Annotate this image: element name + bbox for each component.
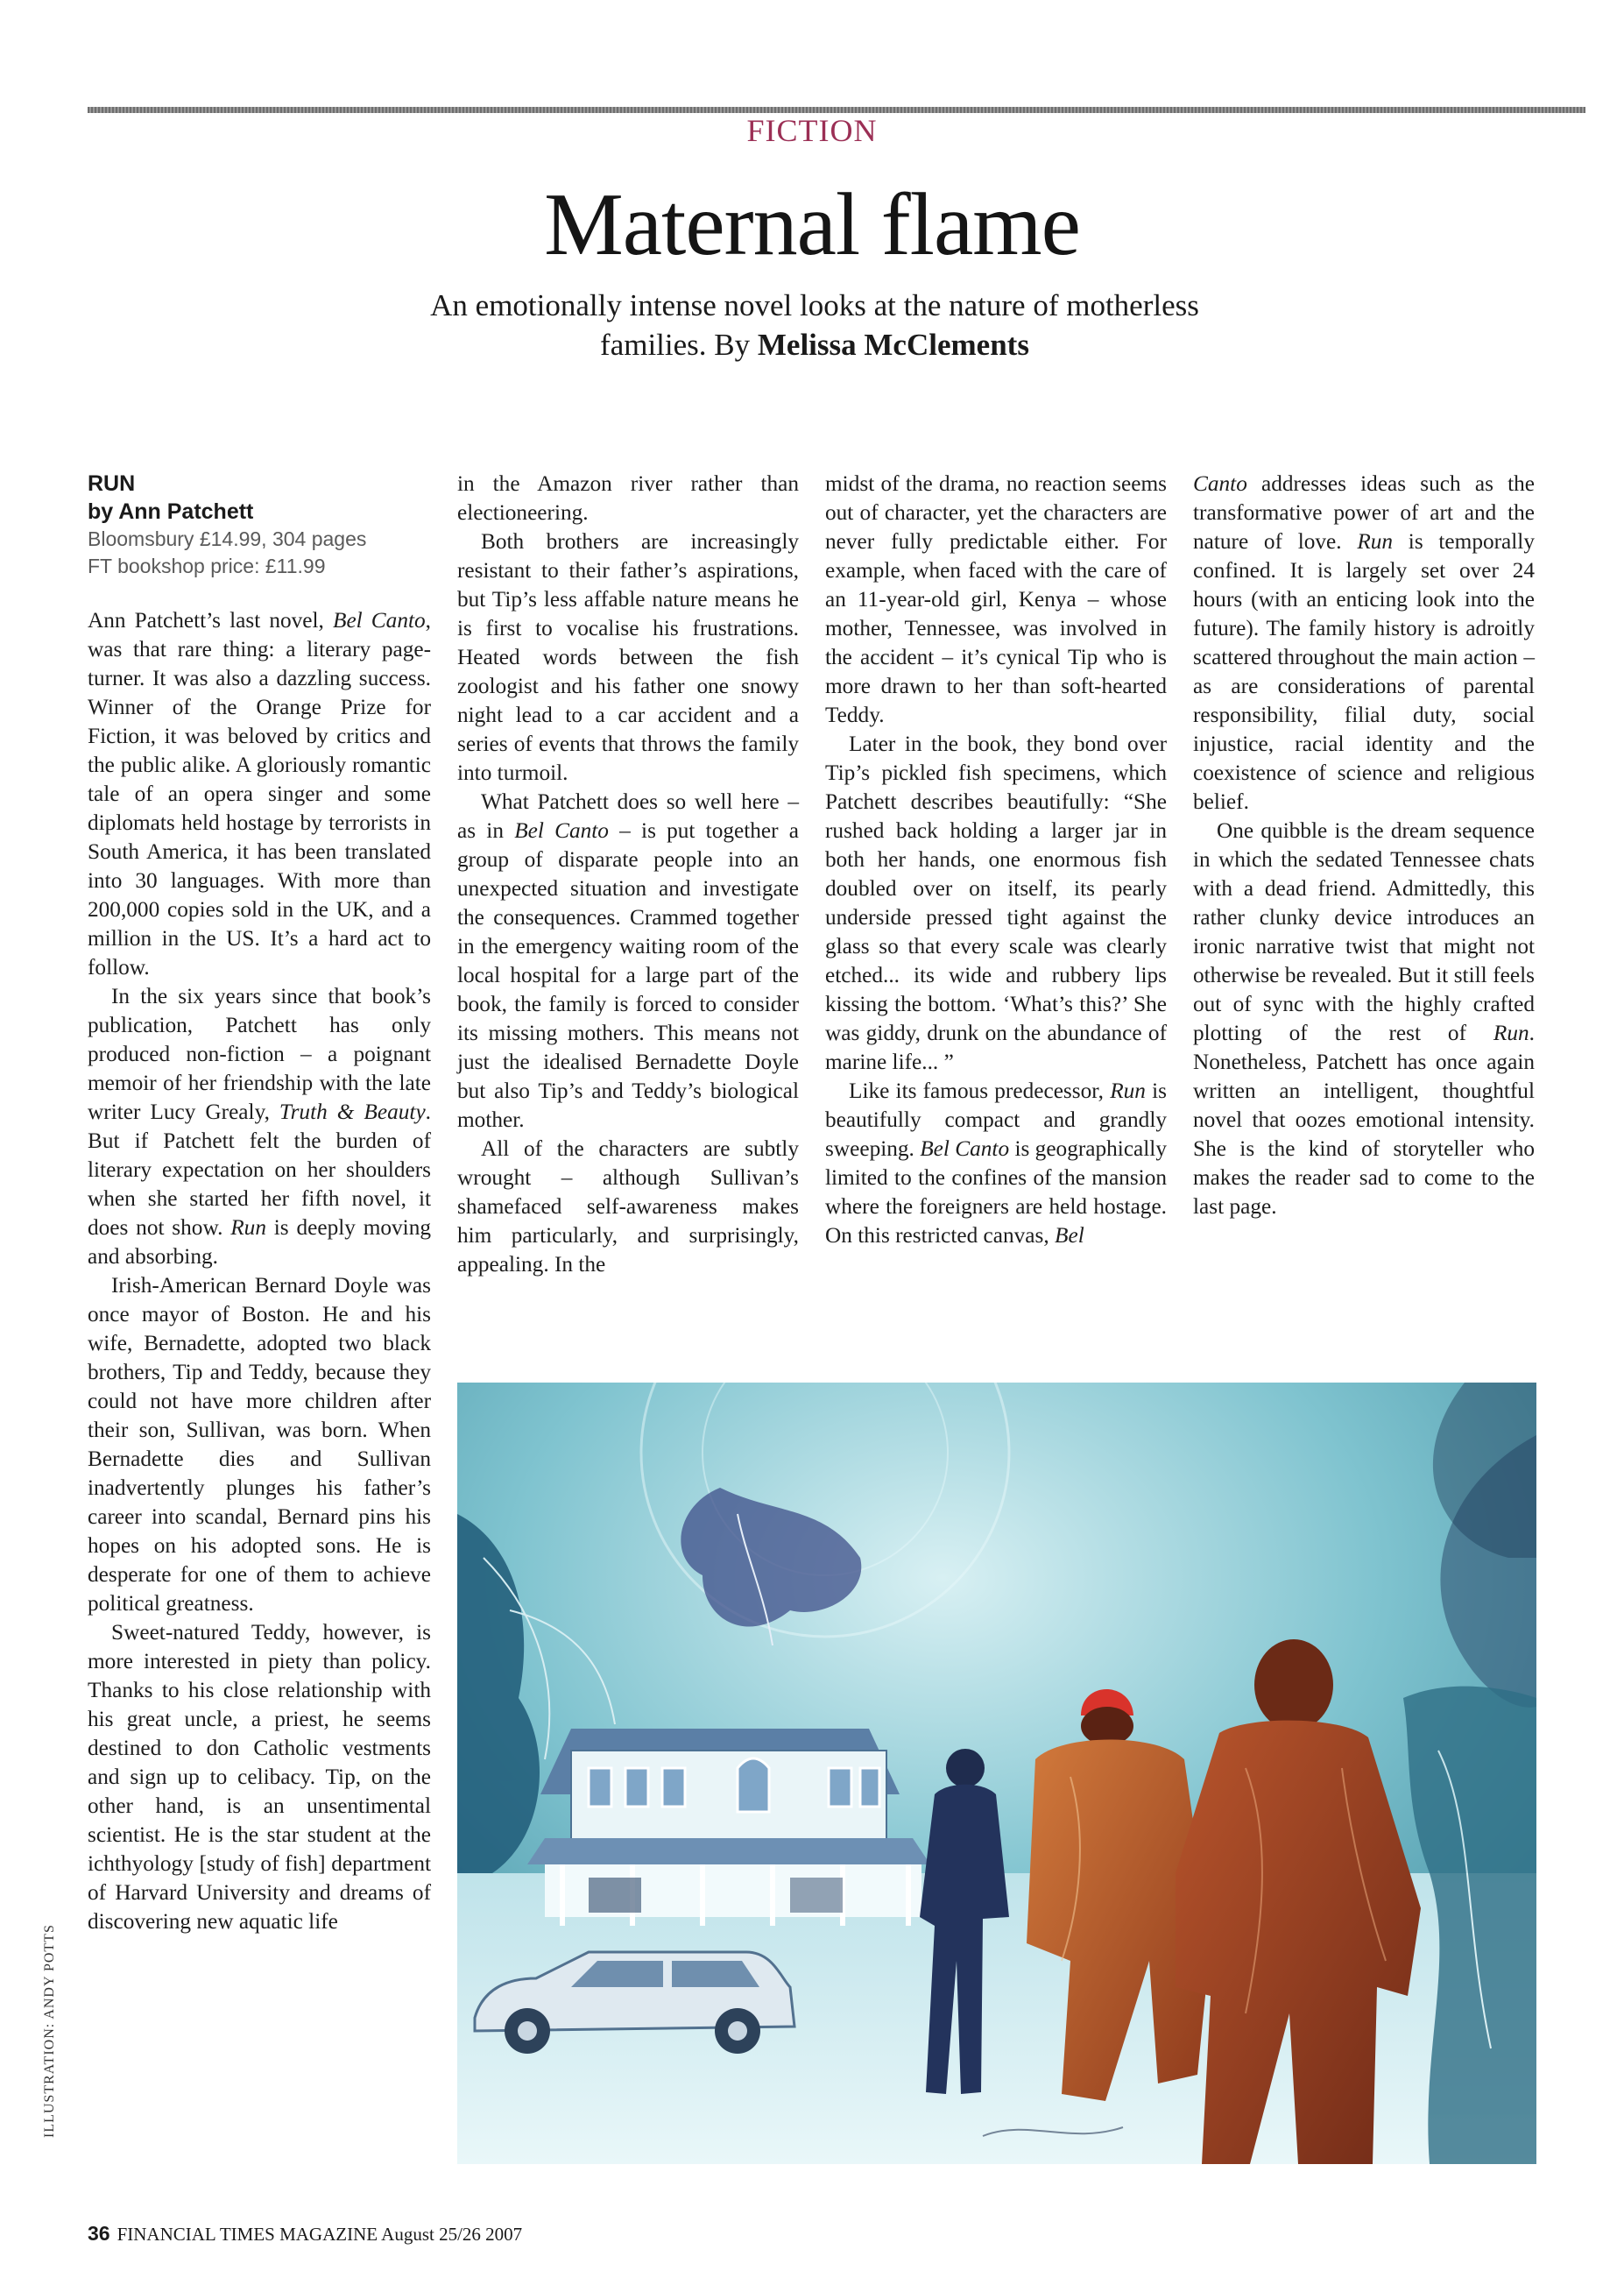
paragraph: Like its famous predecessor, Run is beautifully compact and grandly sweeping. Bel Canto is geographically limited to the confines of the mansion where the foreigners are held hostage. On this restricted canvas, Bel — [825, 1079, 1167, 1248]
book-info-box — [88, 470, 431, 580]
article-column-4 — [1193, 470, 1535, 1221]
illustration-art — [457, 1383, 1536, 2164]
paragraph: What Patchett does so well here – as in Bel Canto – is put together a group of disparate people into an unexpected situation and investigate the consequences. Crammed together in the emergency waiting room of the local hospital for a large part of the book, the family is forced to consider its missing mothers. This means not just the idealised Bernadette Doyle but also Tip’s and Teddy’s biological mother. — [457, 789, 799, 1132]
paragraph: Ann Patchett’s last novel, Bel Canto, was that rare thing: a literary page-turner. It was also a dazzling success. Winner of the Orange Prize for Fiction, it was beloved by critics and the public alike. A gloriously romantic tale of an opera singer and some diplomats held hostage by terrorists in South America, it has been translated into 30 languages. With more than 200,000 copies sold in the UK, and a million in the US. It’s a hard act to follow. — [88, 608, 431, 980]
book-title: RUN — [88, 471, 136, 496]
paragraph: Later in the book, they bond over Tip’s pickled fish specimens, which Patchett describes beautifully: “She rushed back holding a larger jar in both her hands, one enormous fish doubled over on itself, its pearly underside pressed tight against the glass so that every scale was clearly etched... its wide and rubbery lips kissing the bottom. ‘What’s this?’ She was giddy, drunk on the abundance of marine life... ” — [825, 732, 1167, 1074]
page-number: 36 — [88, 2222, 110, 2245]
book-author: by Ann Patchett — [88, 499, 254, 524]
headline: Maternal flame — [544, 175, 1080, 274]
section-label: FICTION — [746, 113, 878, 148]
paragraph: Both brothers are increasingly resistant to their father’s aspirations, but Tip’s less affable nature means he is first to vocalise his frustrations. Heated words between the fish zoologist and his father one snowy night lead to a car accident and a series of events that throws the family into turmoil. — [457, 529, 799, 785]
footer-text: FINANCIAL TIMES MAGAZINE August 25/26 2007 — [117, 2224, 523, 2245]
book-publisher: Bloomsbury £14.99, 304 pages — [88, 527, 367, 550]
illustration — [457, 1383, 1536, 2164]
illustration-credit: ILLUSTRATION: ANDY POTTS — [42, 1924, 57, 2138]
paragraph: All of the characters are subtly wrought – although Sullivan’s shamefaced self-awareness makes him particularly, and surprisingly, appealing. In the — [457, 1136, 799, 1277]
paragraph: Canto addresses ideas such as the transformative power of art and the nature of love. Run is temporally confined. It is largely set over 24 hours (with an enticing look into the future). The family history is adroitly scattered throughout the main action – as are considerations of parental responsibility, filial duty, social injustice, racial identity and the coexistence of science and religious belief. — [1193, 471, 1535, 814]
article-column-2 — [457, 470, 799, 1279]
house — [527, 1729, 930, 1926]
paragraph: midst of the drama, no reaction seems out of character, yet the characters are never fully predictable either. For example, when faced with the care of an 11-year-old girl, Kenya – whose mother, Tennessee, was involved in the accident – it’s cynical Tip who is more drawn to her than soft-hearted Teddy. — [825, 471, 1167, 727]
paragraph: Irish-American Bernard Doyle was once mayor of Boston. He and his wife, Bernadette, adopted two black brothers, Tip and Teddy, because they could not have more children after their son, Sullivan, was born. When Bernadette dies and Sullivan inadvertently plunges his father’s career into scandal, Bernard pins his hopes on his adopted sons. He is desperate for one of them to achieve political greatness. — [88, 1273, 431, 1616]
article-column-3 — [825, 470, 1167, 1250]
standfirst-text: An emotionally intense novel looks at the nature of motherless families. By — [430, 288, 1199, 362]
paragraph: Sweet-natured Teddy, however, is more interested in piety than policy. Thanks to his close relationship with his great uncle, a priest, he seems destined to don Catholic vestments and sign up to celibacy. Tip, on the other hand, is an unsentimental scientist. He is the star student at the ichthyology [study of fish] department of Harvard University and dreams of discovering new aquatic life — [88, 1620, 431, 1934]
standfirst — [420, 286, 1209, 364]
paragraph: in the Amazon river rather than electioneering. — [457, 471, 799, 525]
paragraph: One quibble is the dream sequence in which the sedated Tennessee chats with a dead friend. Admittedly, this rather clunky device introduces an ironic narrative twist that might not otherwise be revealed. But it still feels out of sync with the highly crafted plotting of the rest of Run. Nonetheless, Patchett has once again written an intelligent, thoughtful novel that oozes emotional intensity. She is the kind of storyteller who makes the reader sad to come to the last page. — [1193, 818, 1535, 1219]
book-price: FT bookshop price: £11.99 — [88, 555, 326, 577]
paragraph: In the six years since that book’s publication, Patchett has only produced non-fiction – a poignant memoir of her friendship with the late writer Lucy Grealy, Truth & Beauty. But if Patchett felt the burden of literary expectation on her shoulders when she started her fifth novel, it does not show. Run is deeply moving and absorbing. — [88, 984, 431, 1269]
byline-author: Melissa McClements — [757, 328, 1029, 362]
page-footer — [88, 2222, 522, 2246]
article-column-1 — [88, 470, 431, 1936]
